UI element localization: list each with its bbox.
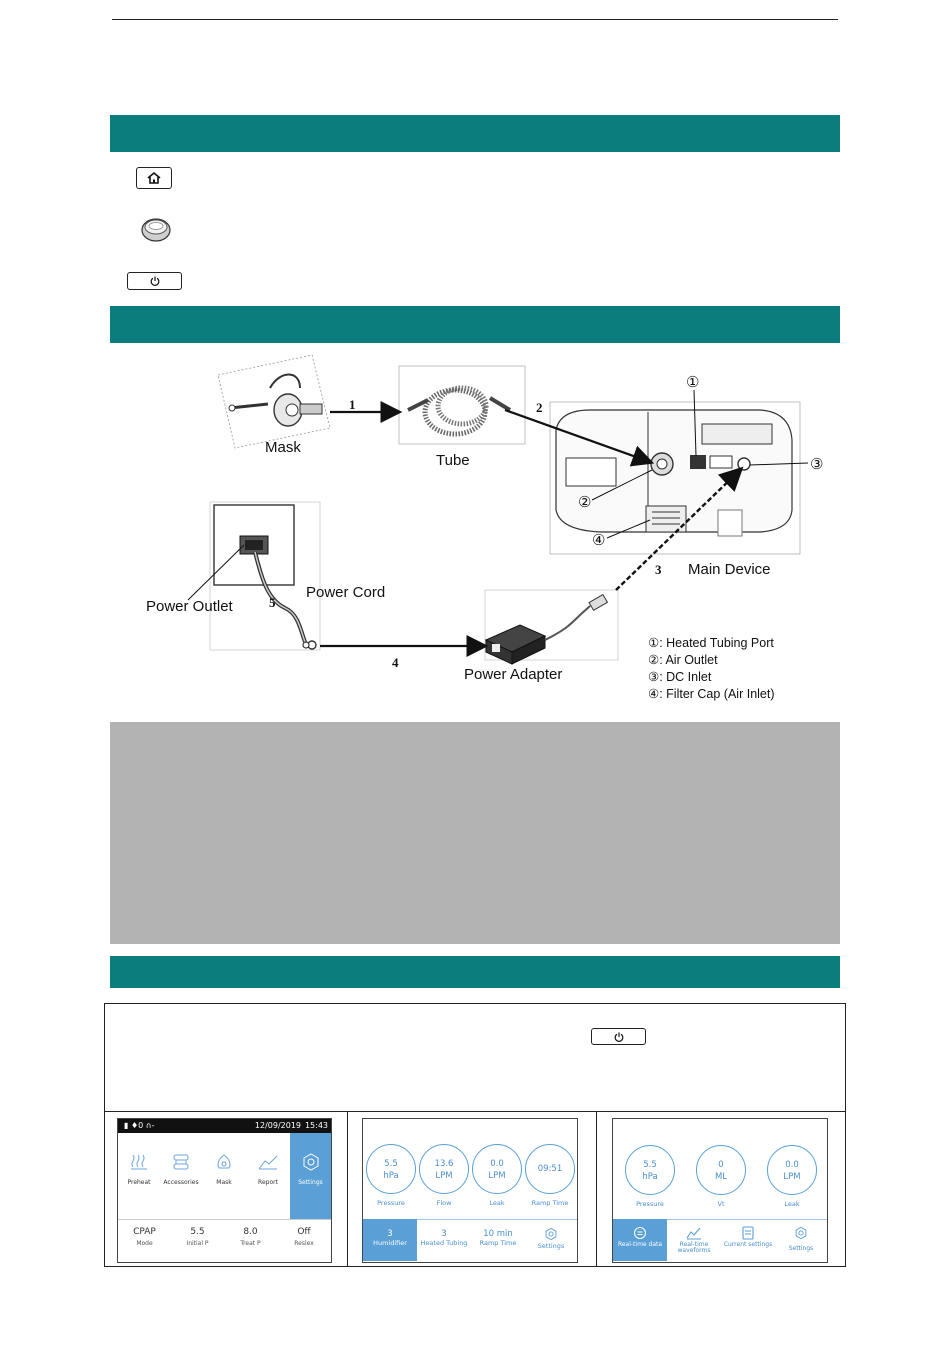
gauge-value: 0.0: [785, 1160, 799, 1170]
gauge-pressure: [366, 1144, 416, 1194]
document-icon: [741, 1226, 755, 1240]
gauge-leak: [767, 1145, 817, 1195]
gauge-value: 13.6: [434, 1159, 454, 1169]
gear-icon: [794, 1226, 808, 1240]
power-key-inline: [591, 1028, 646, 1045]
diagram-legend: [648, 635, 775, 703]
gauge-label: Ramp Time: [531, 1199, 569, 1207]
section-header-connection: [110, 306, 840, 343]
gauge-label: Leak: [489, 1199, 505, 1207]
gauge-flow: [419, 1144, 469, 1194]
tab-real-time-data[interactable]: [613, 1219, 667, 1261]
tab-heated-tubing[interactable]: [417, 1219, 471, 1261]
param-value: Off: [297, 1227, 311, 1237]
gauge-unit: ML: [714, 1172, 728, 1182]
gauge-unit: hPa: [642, 1172, 658, 1182]
tab-label: Humidifier: [373, 1239, 407, 1247]
menu-label: Accessories: [163, 1179, 199, 1186]
tab-label: Settings: [788, 1245, 814, 1252]
tab-real-time-waveforms[interactable]: [667, 1219, 721, 1261]
power-icon: [614, 1032, 624, 1042]
menu-label: Mask: [216, 1179, 232, 1186]
tab-value: 3: [441, 1229, 447, 1239]
tab-label: Real-time data: [617, 1241, 663, 1248]
legend-item: ①: Heated Tubing Port: [648, 636, 774, 650]
table-divider: [596, 1111, 597, 1267]
label-power-adapter: Power Adapter: [464, 666, 563, 683]
note-box: [110, 722, 840, 944]
callout-3: ③: [810, 456, 824, 473]
gauge-unit: hPa: [383, 1171, 399, 1181]
param-value: 8.0: [243, 1227, 258, 1237]
tab-humidifier[interactable]: [363, 1219, 417, 1261]
power-icon: [150, 276, 160, 286]
param-value: 5.5: [190, 1227, 205, 1237]
gauge-ramp-time: [525, 1144, 575, 1194]
status-icons: ▮ ♦0 ∩-: [124, 1121, 155, 1130]
divider: [118, 1219, 331, 1220]
gauge-label: Vt: [717, 1200, 725, 1208]
power-adapter-illustration: [485, 590, 618, 664]
legend-item: ③: DC Inlet: [648, 670, 712, 684]
data-screen: [612, 1118, 828, 1263]
section-header-buttons: [110, 115, 840, 152]
callout-1: ①: [686, 374, 700, 391]
gauge-label: Flow: [436, 1199, 452, 1207]
mask-icon: [214, 1153, 234, 1171]
tab-label: Current settings: [723, 1241, 773, 1248]
preheat-icon: [129, 1153, 149, 1171]
tab-ramp-time[interactable]: [471, 1219, 525, 1261]
param-label: Treat P: [240, 1240, 261, 1247]
label-mask: Mask: [265, 439, 301, 456]
status-time: 15:43: [304, 1121, 328, 1130]
gauge-value: 5.5: [643, 1160, 657, 1170]
gear-icon: [301, 1153, 321, 1171]
home-icon: [146, 171, 162, 185]
menu-label: Preheat: [127, 1179, 151, 1186]
menu-preheat[interactable]: [118, 1153, 160, 1186]
menu-accessories[interactable]: [160, 1153, 202, 1186]
step-3: 3: [655, 562, 662, 577]
param-label: Reslex: [294, 1240, 314, 1247]
gauge-unit: LPM: [783, 1172, 801, 1182]
main-device-illustration: [550, 402, 800, 554]
search-icon: [633, 1226, 647, 1240]
menu-label: Report: [258, 1179, 278, 1186]
gauge-unit: LPM: [435, 1171, 453, 1181]
step-1: 1: [349, 397, 356, 412]
gauge-value: 0: [718, 1160, 724, 1170]
gear-icon: [544, 1227, 558, 1241]
tab-label: Heated Tubing: [420, 1239, 468, 1247]
menu-mask[interactable]: [202, 1153, 246, 1186]
param-value: CPAP: [133, 1227, 156, 1237]
menu-settings[interactable]: [290, 1153, 331, 1186]
status-bar: [118, 1119, 331, 1133]
tab-current-settings[interactable]: [721, 1219, 775, 1261]
param-mode: [118, 1227, 171, 1247]
tab-label: Real-time waveforms: [677, 1241, 711, 1254]
power-key: [127, 272, 182, 290]
tube-illustration: [399, 366, 525, 444]
callout-2: ②: [578, 494, 592, 511]
tab-value: 10 min: [483, 1229, 513, 1239]
label-tube: Tube: [436, 452, 470, 469]
gauge-label: Pressure: [377, 1199, 405, 1207]
label-power-outlet: Power Outlet: [146, 598, 233, 615]
table-divider: [347, 1111, 348, 1267]
gauge-value: 5.5: [384, 1159, 398, 1169]
param-initial-p: [171, 1227, 224, 1247]
status-date: 12/09/2019: [254, 1121, 301, 1130]
connection-diagram: [0, 350, 950, 710]
header-rule: [112, 19, 838, 20]
section-header-startup: [110, 956, 840, 988]
legend-item: ②: Air Outlet: [648, 653, 718, 667]
param-label: Initial P: [186, 1240, 209, 1247]
tab-value: 3: [387, 1229, 393, 1239]
home-screen: [117, 1118, 332, 1263]
param-label: Mode: [136, 1240, 153, 1247]
step-4: 4: [392, 655, 399, 670]
param-reslex: [277, 1227, 331, 1247]
param-treat-p: [224, 1227, 277, 1247]
callout-4: ④: [592, 532, 606, 549]
knob-icon: [140, 216, 172, 244]
step-2: 2: [536, 400, 543, 415]
tab-label: Settings: [537, 1242, 565, 1250]
table-divider: [104, 1111, 846, 1112]
therapy-screen: [362, 1118, 578, 1263]
waveform-icon: [686, 1226, 702, 1240]
label-main-device: Main Device: [688, 561, 771, 578]
tab-label: Ramp Time: [479, 1239, 517, 1247]
gauge-pressure: [625, 1145, 675, 1195]
step-5: 5: [269, 595, 276, 610]
legend-item: ④: Filter Cap (Air Inlet): [648, 687, 775, 701]
mask-illustration: [218, 355, 330, 448]
gauge-vt: [696, 1145, 746, 1195]
gauge-label: Leak: [784, 1200, 800, 1208]
power-outlet-illustration: [210, 502, 320, 650]
gauge-unit: LPM: [488, 1171, 506, 1181]
label-power-cord: Power Cord: [306, 584, 386, 601]
tab-settings[interactable]: [775, 1219, 827, 1261]
home-key: [136, 167, 172, 189]
gauge-value: 09:51: [537, 1164, 563, 1174]
tab-settings[interactable]: [525, 1219, 577, 1261]
accessories-icon: [171, 1153, 191, 1171]
report-icon: [257, 1153, 279, 1171]
gauge-label: Pressure: [636, 1200, 664, 1208]
gauge-leak: [472, 1144, 522, 1194]
menu-report[interactable]: [246, 1153, 290, 1186]
gauge-value: 0.0: [490, 1159, 504, 1169]
rotary-knob: [140, 216, 172, 249]
menu-label: Settings: [298, 1179, 323, 1186]
